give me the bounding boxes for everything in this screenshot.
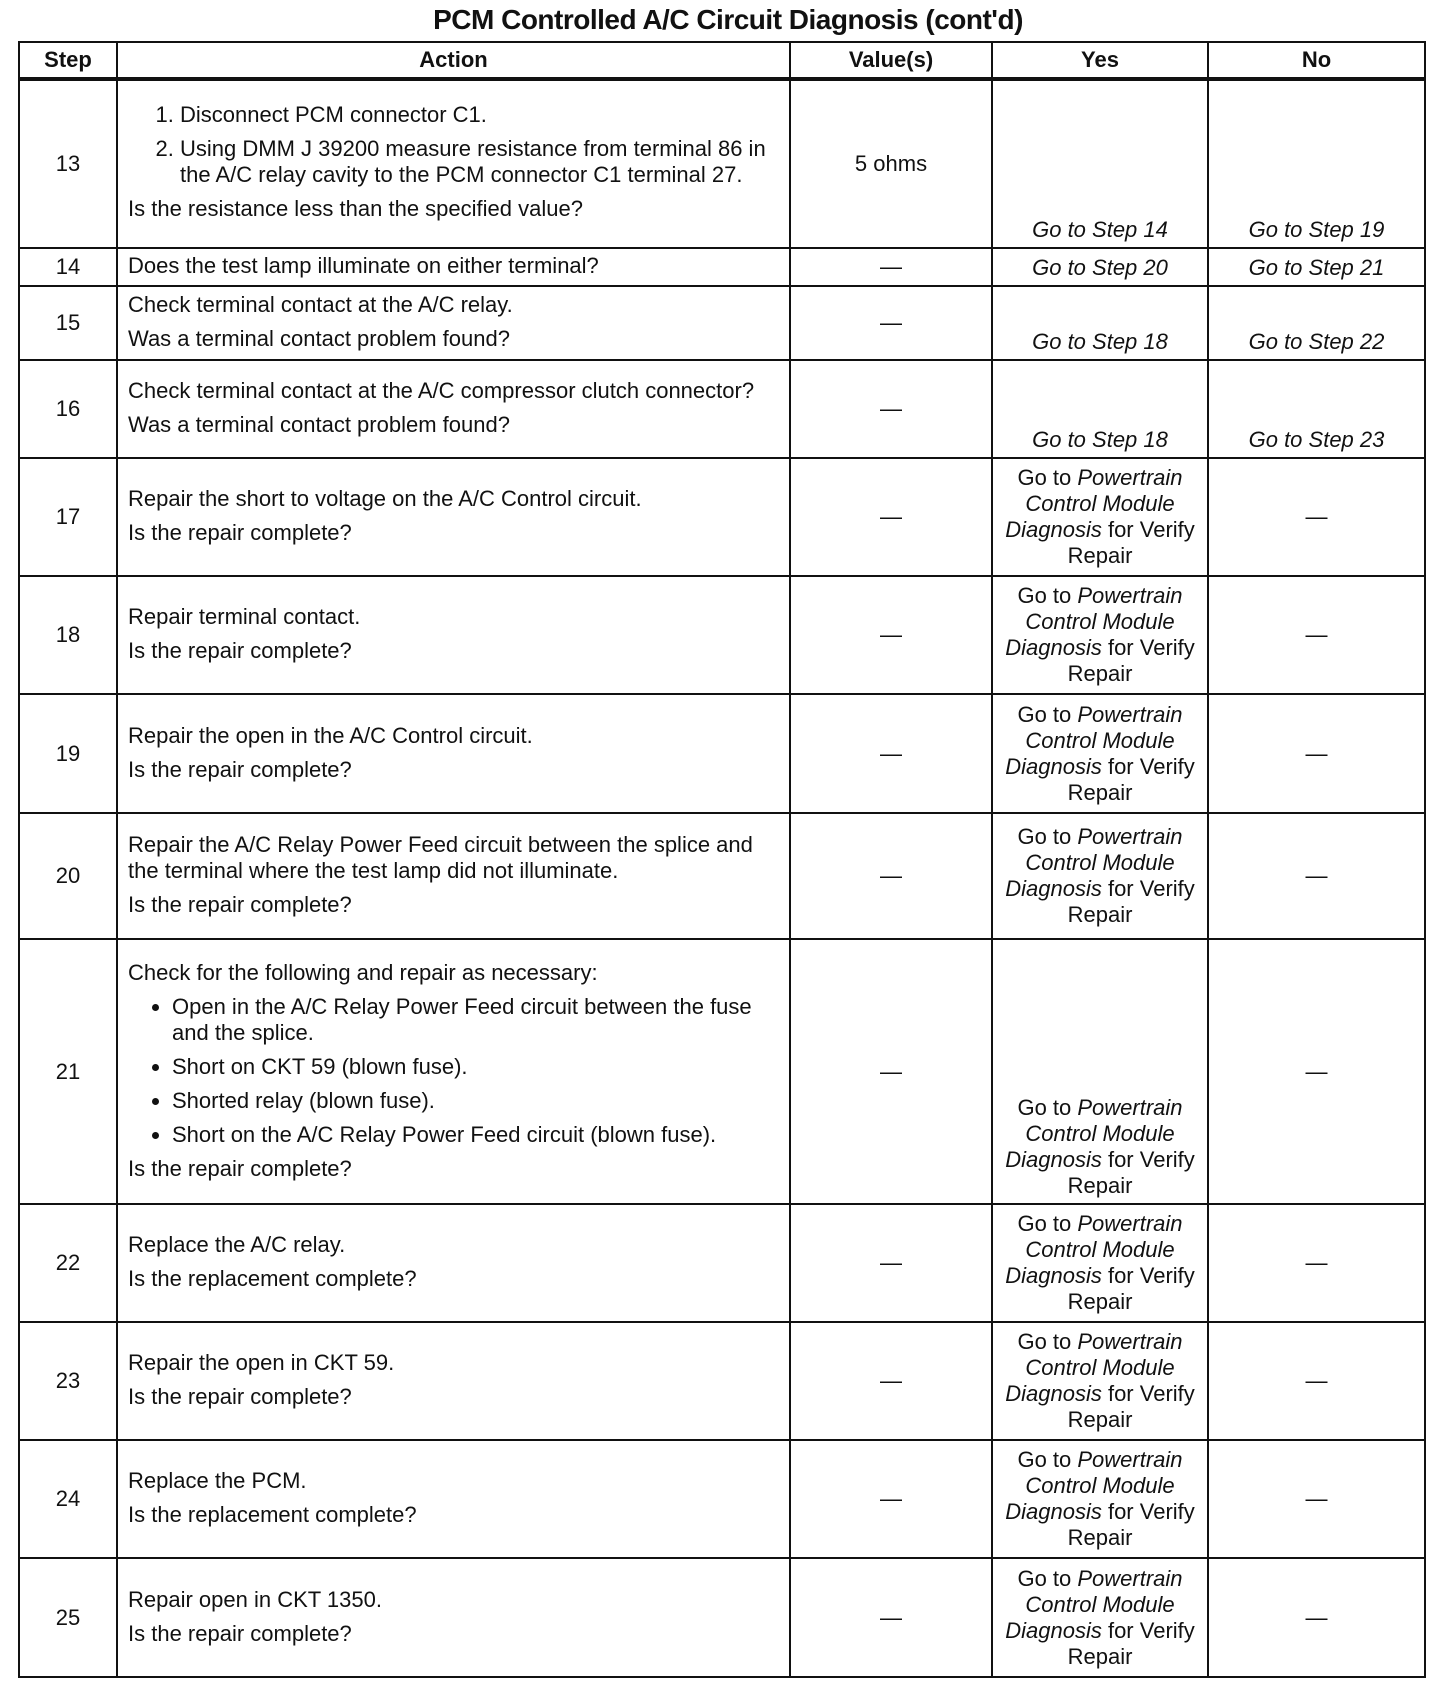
action-cell <box>117 694 790 813</box>
verify-go-to: Go to <box>1017 1211 1078 1236</box>
action-bullet: • Short on CKT 59 (blown fuse). <box>172 1054 779 1080</box>
action-question: Is the repair complete? <box>128 1620 352 1646</box>
action-cell <box>117 360 790 458</box>
action-steps <box>128 102 779 188</box>
action-step: 2. Using DMM J 39200 measure resistance from terminal 86 in the A/C relay cavity to the PCM connector C1 terminal 27. <box>180 136 779 188</box>
verify-module-link: Powertrain Control Module Diagnosis <box>1005 1329 1183 1406</box>
value-cell: — <box>790 813 992 939</box>
action-question: Does the test lamp illuminate on either terminal? <box>128 253 599 278</box>
action-question: Is the repair complete? <box>128 520 352 545</box>
yes-cell <box>992 939 1208 1204</box>
yes-cell <box>992 458 1208 576</box>
value-cell: — <box>790 360 992 458</box>
value-cell: 5 ohms <box>790 79 992 248</box>
verify-for: for Verify Repair <box>1067 517 1195 568</box>
header-action: Action <box>117 42 790 79</box>
action-question: Is the repair complete? <box>128 638 352 663</box>
action-cell <box>117 576 790 694</box>
yes-cell <box>992 576 1208 694</box>
yes-cell: Go to Step 18 <box>992 360 1208 458</box>
table-row <box>19 1322 1425 1440</box>
table-row <box>19 286 1425 360</box>
action-step: 1. Disconnect PCM connector C1. <box>180 102 779 128</box>
no-cell: — <box>1208 813 1425 939</box>
step-number: 25 <box>19 1558 117 1677</box>
table-row <box>19 1204 1425 1322</box>
value-cell: — <box>790 1558 992 1677</box>
action-question: Is the replacement complete? <box>128 1502 417 1527</box>
table-row <box>19 576 1425 694</box>
verify-go-to: Go to <box>1017 824 1078 849</box>
verify-for: for Verify Repair <box>1067 1147 1195 1198</box>
verify-go-to: Go to <box>1017 583 1078 608</box>
action-question: Is the repair complete? <box>128 1155 352 1181</box>
action-cell <box>117 248 790 286</box>
action-text: Check terminal contact at the A/C relay. <box>128 292 513 317</box>
table-row <box>19 360 1425 458</box>
action-cell <box>117 79 790 248</box>
yes-cell <box>992 813 1208 939</box>
action-cell <box>117 1204 790 1322</box>
no-cell: — <box>1208 1558 1425 1677</box>
no-cell: — <box>1208 458 1425 576</box>
verify-for: for Verify Repair <box>1067 1499 1195 1550</box>
verify-module-link: Powertrain Control Module Diagnosis <box>1005 1211 1183 1288</box>
verify-module-link: Powertrain Control Module Diagnosis <box>1005 1447 1183 1524</box>
step-number: 21 <box>19 939 117 1204</box>
verify-go-to: Go to <box>1017 1329 1078 1354</box>
table-row <box>19 458 1425 576</box>
action-question: Was a terminal contact problem found? <box>128 412 510 437</box>
verify-module-link: Powertrain Control Module Diagnosis <box>1005 465 1183 542</box>
step-number: 20 <box>19 813 117 939</box>
verify-for: for Verify Repair <box>1067 753 1195 805</box>
action-question: Is the resistance less than the specified value? <box>128 196 583 221</box>
verify-go-to: Go to <box>1017 1565 1078 1591</box>
no-cell: Go to Step 22 <box>1208 286 1425 360</box>
header-step: Step <box>19 42 117 79</box>
action-cell <box>117 1440 790 1558</box>
value-cell: — <box>790 1204 992 1322</box>
action-text: Repair the short to voltage on the A/C Control circuit. <box>128 486 642 511</box>
value-cell: — <box>790 286 992 360</box>
header-no: No <box>1208 42 1425 79</box>
no-cell: — <box>1208 939 1425 1204</box>
value-cell: — <box>790 1440 992 1558</box>
value-cell: — <box>790 248 992 286</box>
step-number: 15 <box>19 286 117 360</box>
verify-module-link: Powertrain Control Module Diagnosis <box>1005 583 1183 660</box>
verify-for: for Verify Repair <box>1067 876 1195 927</box>
diagnosis-table <box>18 41 1426 1678</box>
verify-go-to: Go to <box>1017 1095 1078 1120</box>
table-row <box>19 1440 1425 1558</box>
value-cell: — <box>790 694 992 813</box>
step-number: 22 <box>19 1204 117 1322</box>
no-cell: — <box>1208 576 1425 694</box>
action-question: Is the repair complete? <box>128 1384 352 1409</box>
step-number: 18 <box>19 576 117 694</box>
verify-go-to: Go to <box>1017 465 1078 490</box>
value-cell: — <box>790 458 992 576</box>
action-bullet: • Short on the A/C Relay Power Feed circuit (blown fuse). <box>172 1122 779 1148</box>
action-text: Repair the open in the A/C Control circuit. <box>128 722 533 748</box>
verify-module-link: Powertrain Control Module Diagnosis <box>1005 1095 1183 1172</box>
no-cell: — <box>1208 1204 1425 1322</box>
table-row <box>19 248 1425 286</box>
step-number: 19 <box>19 694 117 813</box>
step-number: 23 <box>19 1322 117 1440</box>
table-row <box>19 694 1425 813</box>
no-cell: Go to Step 23 <box>1208 360 1425 458</box>
yes-cell <box>992 1322 1208 1440</box>
page-title: PCM Controlled A/C Circuit Diagnosis (cont'd) <box>433 4 1023 35</box>
table-row <box>19 1558 1425 1677</box>
verify-module-link: Powertrain Control Module Diagnosis <box>1005 824 1183 901</box>
yes-cell: Go to Step 14 <box>992 79 1208 248</box>
table-header-row <box>19 42 1425 79</box>
action-cell <box>117 1322 790 1440</box>
verify-go-to: Go to <box>1017 1447 1078 1472</box>
no-cell: — <box>1208 1322 1425 1440</box>
step-number: 13 <box>19 79 117 248</box>
action-text: Repair terminal contact. <box>128 604 361 629</box>
action-question: Was a terminal contact problem found? <box>128 326 510 351</box>
action-cell <box>117 286 790 360</box>
action-question: Is the repair complete? <box>128 756 352 782</box>
no-cell: Go to Step 19 <box>1208 79 1425 248</box>
no-cell: Go to Step 21 <box>1208 248 1425 286</box>
action-question: Is the replacement complete? <box>128 1266 417 1291</box>
value-cell: — <box>790 576 992 694</box>
action-cell <box>117 939 790 1204</box>
yes-cell <box>992 1440 1208 1558</box>
verify-for: for Verify Repair <box>1067 635 1195 686</box>
no-cell: — <box>1208 694 1425 813</box>
yes-cell <box>992 1558 1208 1677</box>
table-row <box>19 939 1425 1204</box>
yes-cell <box>992 694 1208 813</box>
yes-cell: Go to Step 18 <box>992 286 1208 360</box>
action-text: Repair the open in CKT 59. <box>128 1350 395 1375</box>
yes-cell: Go to Step 20 <box>992 248 1208 286</box>
header-yes: Yes <box>992 42 1208 79</box>
no-cell: — <box>1208 1440 1425 1558</box>
action-cell <box>117 1558 790 1677</box>
action-text: Check terminal contact at the A/C compressor clutch connector? <box>128 378 755 403</box>
step-number: 14 <box>19 248 117 286</box>
action-text: Replace the A/C relay. <box>128 1232 346 1257</box>
action-text: Repair open in CKT 1350. <box>128 1586 382 1612</box>
header-values: Value(s) <box>790 42 992 79</box>
action-bullet: • Shorted relay (blown fuse). <box>172 1088 779 1114</box>
verify-module-link: Powertrain Control Module Diagnosis <box>1005 1565 1183 1643</box>
action-text: Replace the PCM. <box>128 1468 307 1493</box>
verify-for: for Verify Repair <box>1067 1263 1195 1314</box>
verify-module-link: Powertrain Control Module Diagnosis <box>1005 701 1183 779</box>
action-cell <box>117 458 790 576</box>
action-question: Is the repair complete? <box>128 892 352 917</box>
step-number: 17 <box>19 458 117 576</box>
value-cell: — <box>790 1322 992 1440</box>
action-text: Repair the A/C Relay Power Feed circuit between the splice and the terminal where the test lamp did not illuminate. <box>128 832 753 883</box>
verify-go-to: Go to <box>1017 701 1078 727</box>
verify-for: for Verify Repair <box>1067 1381 1195 1432</box>
action-cell <box>117 813 790 939</box>
table-row <box>19 813 1425 939</box>
action-bullets <box>128 994 779 1148</box>
verify-for: for Verify Repair <box>1067 1617 1195 1669</box>
action-bullet: • Open in the A/C Relay Power Feed circuit between the fuse and the splice. <box>172 994 779 1046</box>
step-number: 16 <box>19 360 117 458</box>
table-row <box>19 79 1425 248</box>
action-text: Check for the following and repair as necessary: <box>128 959 598 985</box>
value-cell: — <box>790 939 992 1204</box>
yes-cell <box>992 1204 1208 1322</box>
step-number: 24 <box>19 1440 117 1558</box>
